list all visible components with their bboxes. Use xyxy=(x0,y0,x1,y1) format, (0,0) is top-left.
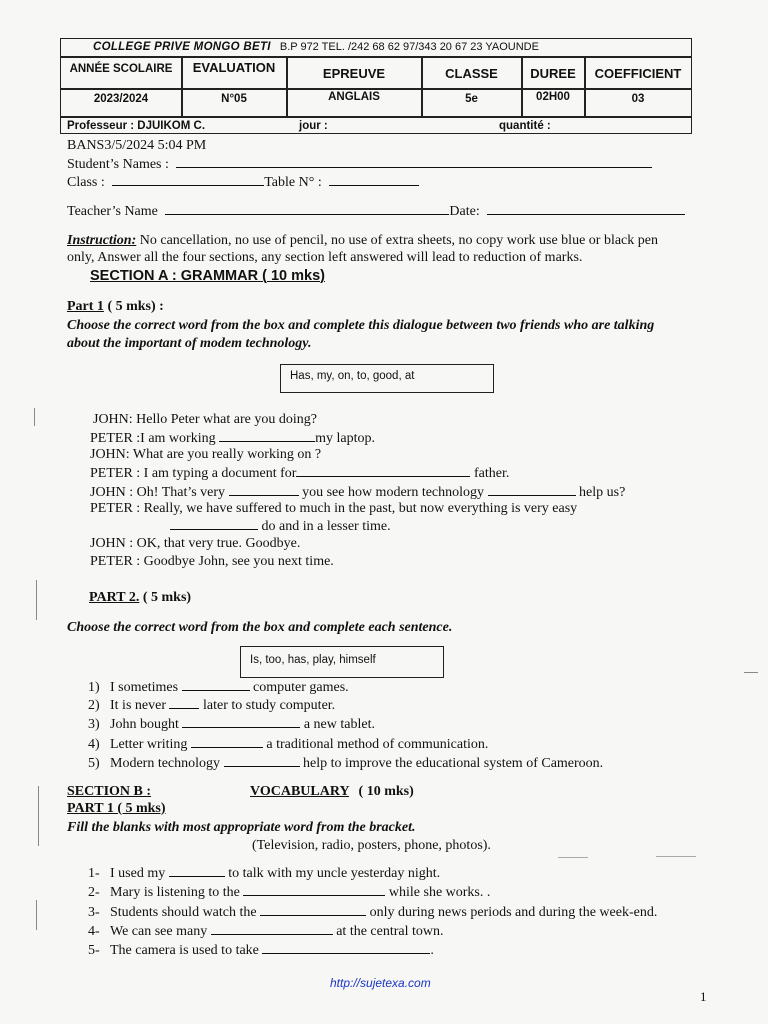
scan-mark xyxy=(34,408,35,426)
jour-label: jour : xyxy=(299,120,328,132)
vocab-item-2: 2- Mary is listening to the while she works. . xyxy=(88,885,491,900)
vocab-item-4: 4- We can see many at the central town. xyxy=(88,924,444,939)
vocab-item-5: 5- The camera is used to take . xyxy=(88,943,434,958)
section-b-bracket: (Television, radio, posters, phone, photos). xyxy=(252,838,491,853)
school-header xyxy=(93,41,539,53)
vocab-item-3: 3- Students should watch the only during news periods and during the week-end. xyxy=(88,905,658,920)
part2-marks: ( 5 mks) xyxy=(142,590,192,605)
part2-item-5: 5) Modern technology help to improve the educational system of Cameroon. xyxy=(88,756,604,771)
class-blank[interactable] xyxy=(112,173,264,186)
professeur-label: Professeur : DJUIKOM C. xyxy=(67,120,206,132)
table-number-label: Table N° : xyxy=(264,175,322,190)
scan-mark xyxy=(656,856,696,857)
dialogue-line-5: JOHN : Oh! That’s very you see how modern technology help us? xyxy=(90,485,626,500)
blank-dialogue-4[interactable] xyxy=(488,483,576,496)
blank-dialogue-1[interactable] xyxy=(219,429,315,442)
part2-item-2: 2) It is never later to study computer. xyxy=(88,698,336,713)
blank-part2-1[interactable] xyxy=(182,678,250,691)
part1-word-box: Has, my, on, to, good, at xyxy=(280,364,494,393)
part2-item-4: 4) Letter writing a traditional method of communication. xyxy=(88,737,489,752)
part2-item-3: 3) John bought a new tablet. xyxy=(88,717,375,732)
val-classe: 5e xyxy=(465,93,478,105)
val-epreuve: ANGLAIS xyxy=(328,91,380,103)
val-coefficient: 03 xyxy=(631,93,645,105)
scan-mark xyxy=(38,786,39,846)
blank-part2-2[interactable] xyxy=(169,696,199,709)
blank-vocab-1[interactable] xyxy=(169,864,225,877)
part1-instruction-1: Choose the correct word from the box and complete this dialogue between two friends who are talking xyxy=(67,318,655,333)
part2-label: PART 2. xyxy=(89,590,140,605)
part1-heading xyxy=(67,298,164,315)
part1-label: Part 1 xyxy=(67,299,104,314)
part2-instruction: Choose the correct word from the box and complete each sentence. xyxy=(67,620,453,635)
footer-link[interactable]: http://sujetexa.com xyxy=(330,976,431,990)
dialogue-line-4: PETER : I am typing a document for father. xyxy=(90,466,510,481)
date-label: Date: xyxy=(449,204,480,219)
quantite-label: quantité : xyxy=(499,120,551,132)
blank-dialogue-3[interactable] xyxy=(229,483,299,496)
scan-mark xyxy=(744,672,758,673)
dialogue-line-8: JOHN : OK, that very true. Goodbye. xyxy=(90,536,301,551)
scan-mark xyxy=(36,580,37,620)
school-name: COLLEGE PRIVE MONGO BETI xyxy=(93,41,271,53)
instruction-text-1: No cancellation, no use of pencil, no use of extra sheets, no copy work use blue or black pen xyxy=(136,233,658,248)
instruction-line-2: only, Answer all the four sections, any section left answered will lead to reduction of marks. xyxy=(67,250,583,265)
print-stamp: BANS3/5/2024 5:04 PM xyxy=(67,138,207,153)
blank-vocab-3[interactable] xyxy=(260,903,366,916)
student-names-blank[interactable] xyxy=(176,155,652,168)
school-contact: B.P 972 TEL. /242 68 62 97/343 20 67 23 YAOUNDE xyxy=(279,41,539,53)
val-annee-scolaire: 2023/2024 xyxy=(93,93,149,105)
blank-vocab-4[interactable] xyxy=(211,922,333,935)
teacher-name-label: Teacher’s Name xyxy=(67,204,158,219)
scan-mark xyxy=(558,857,588,858)
blank-dialogue-2[interactable] xyxy=(296,464,470,477)
page-number: 1 xyxy=(700,989,707,1004)
date-blank[interactable] xyxy=(487,202,685,215)
class-row xyxy=(67,173,419,191)
section-b-part1-label: PART 1 ( 5 mks) xyxy=(67,801,166,816)
col-coefficient: COEFFICIENT xyxy=(594,66,682,81)
dialogue-line-9: PETER : Goodbye John, see you next time. xyxy=(90,554,334,569)
blank-dialogue-5[interactable] xyxy=(170,517,258,530)
teacher-row xyxy=(67,202,685,220)
part1-marks: ( 5 mks) : xyxy=(107,299,164,314)
dialogue-line-6: PETER : Really, we have suffered to much in the past, but now everything is very easy xyxy=(90,501,578,516)
dialogue-line-2: PETER :I am working my laptop. xyxy=(90,431,375,446)
val-duree: 02H00 xyxy=(536,91,570,103)
teacher-name-blank[interactable] xyxy=(165,202,449,215)
col-epreuve: EPREUVE xyxy=(322,66,386,81)
blank-part2-4[interactable] xyxy=(191,735,263,748)
instruction-line-1 xyxy=(67,232,658,249)
blank-vocab-2[interactable] xyxy=(243,883,385,896)
exam-header-table xyxy=(60,38,692,134)
part1-instruction-2: about the important of modem technology. xyxy=(67,336,312,351)
table-number-blank[interactable] xyxy=(329,173,419,186)
section-b-instruction: Fill the blanks with most appropriate word from the bracket. xyxy=(67,820,416,835)
scan-mark xyxy=(36,900,37,930)
col-annee-scolaire: ANNÉE SCOLAIRE xyxy=(69,63,173,75)
student-names-label: Student’s Names : xyxy=(67,157,169,172)
val-evaluation: N°05 xyxy=(221,93,247,105)
section-a-title: SECTION A : GRAMMAR ( 10 mks) xyxy=(90,268,325,284)
part2-word-box: Is, too, has, play, himself xyxy=(240,646,444,678)
part2-heading xyxy=(89,589,191,606)
dialogue-line-7: do and in a lesser time. xyxy=(170,517,391,535)
blank-vocab-5[interactable] xyxy=(262,941,430,954)
section-b-title: VOCABULARY ( 10 mks) xyxy=(250,784,414,799)
dialogue-line-1: JOHN: Hello Peter what are you doing? xyxy=(93,412,317,427)
col-evaluation: EVALUATION xyxy=(192,60,276,75)
blank-part2-3[interactable] xyxy=(182,715,300,728)
blank-part2-5[interactable] xyxy=(224,754,300,767)
instruction-label: Instruction: xyxy=(67,233,137,248)
dialogue-line-3: JOHN: What are you really working on ? xyxy=(90,447,322,462)
col-classe: CLASSE xyxy=(445,66,498,81)
student-names-row xyxy=(67,155,652,173)
col-duree: DUREE xyxy=(530,66,576,81)
vocab-item-1: 1- I used my to talk with my uncle yesterday night. xyxy=(88,866,441,881)
part2-item-1: 1) I sometimes computer games. xyxy=(88,680,349,695)
section-b-label: SECTION B : xyxy=(67,784,152,799)
class-label: Class : xyxy=(67,175,105,190)
